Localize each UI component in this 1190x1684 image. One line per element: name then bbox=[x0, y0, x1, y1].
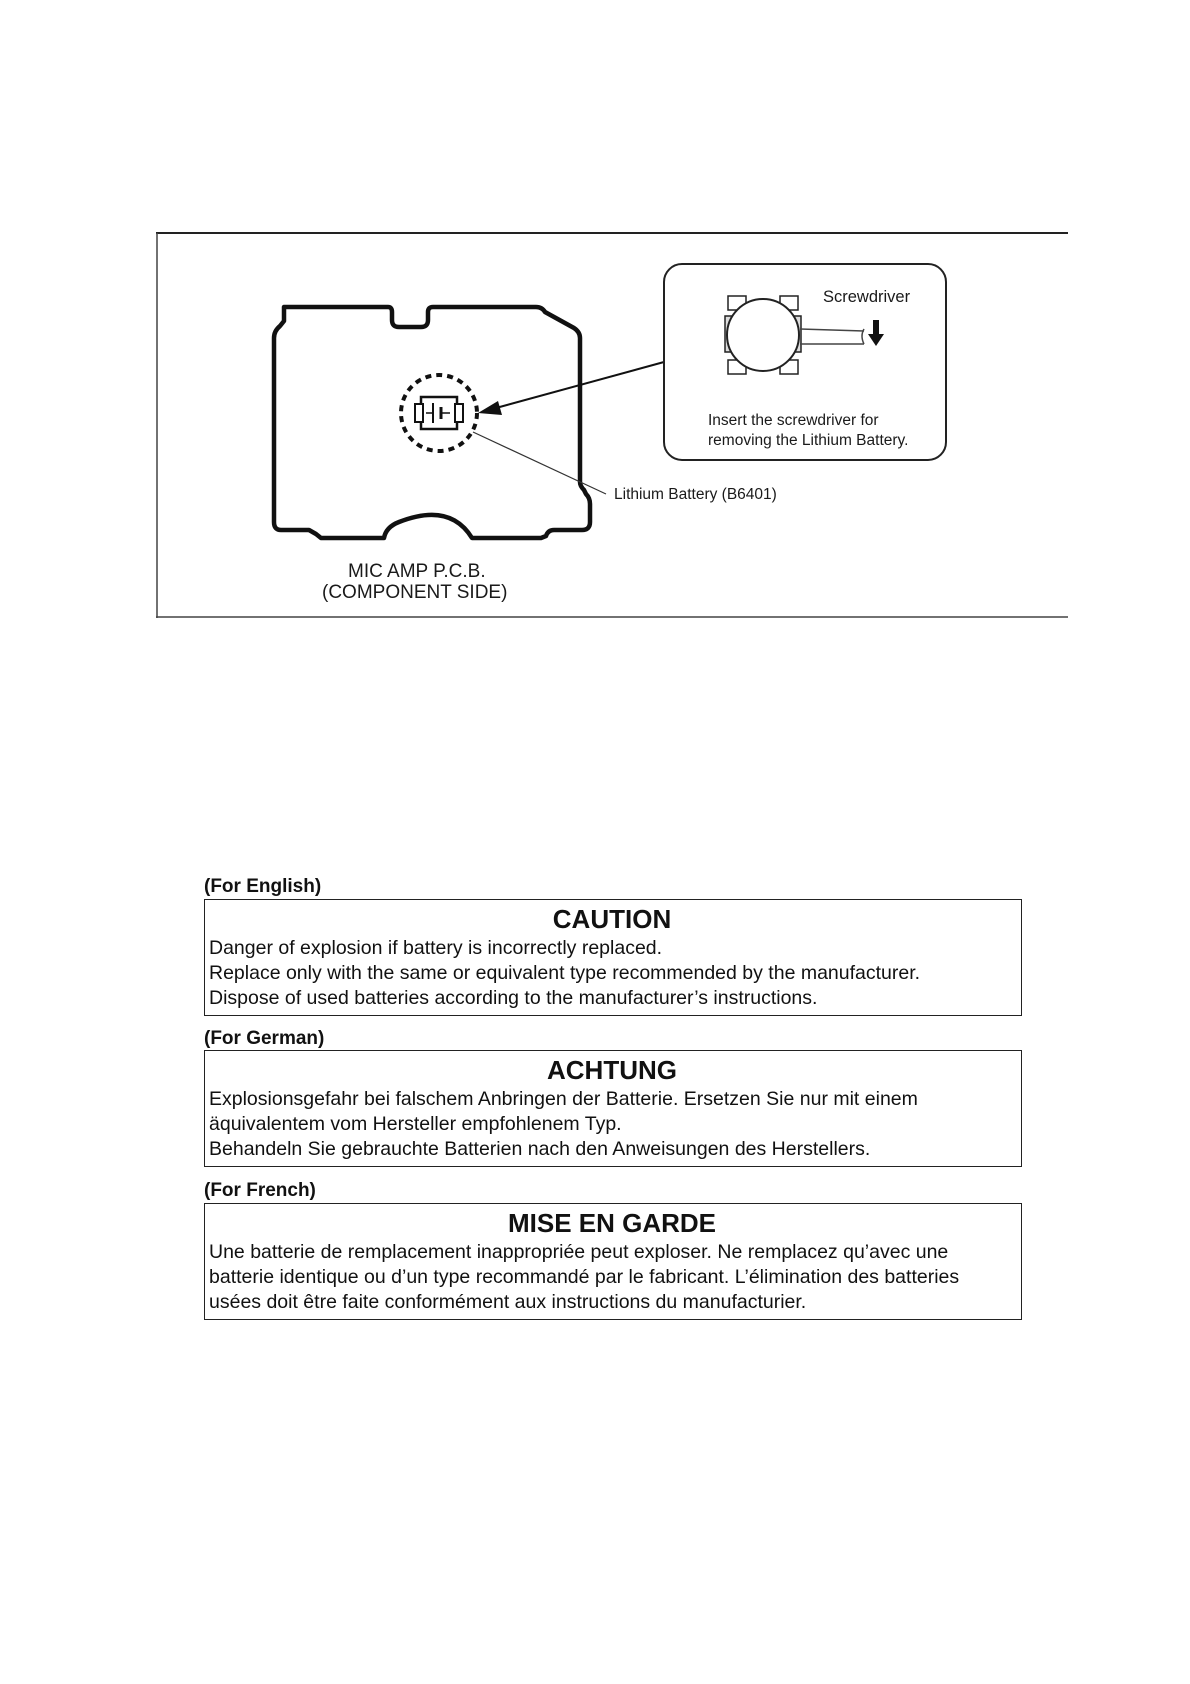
instruction-line-1: Insert the screwdriver for bbox=[708, 412, 879, 429]
english-caution-box bbox=[204, 899, 1022, 1016]
german-caution-line-2: äquivalentem vom Hersteller empfohlenem Typ. bbox=[209, 1113, 622, 1135]
battery-leader-line bbox=[473, 432, 606, 494]
french-caution-line-3: usées doit être faite conformément aux instructions du manufacturier. bbox=[209, 1291, 807, 1313]
battery-label: Lithium Battery (B6401) bbox=[614, 486, 777, 503]
english-caution-line-1: Danger of explosion if battery is incorrectly replaced. bbox=[209, 937, 663, 959]
battery-location-figure bbox=[156, 232, 1068, 618]
pcb-diagram bbox=[156, 232, 1068, 618]
battery-highlight-circle bbox=[401, 375, 477, 451]
german-caution-line-1: Explosionsgefahr bei falschem Anbringen der Batterie. Ersetzen Sie nur mit einem bbox=[209, 1088, 918, 1110]
pcb-title-line-1: MIC AMP P.C.B. bbox=[348, 561, 486, 582]
german-label: (For German) bbox=[204, 1028, 325, 1049]
german-caution-box bbox=[204, 1050, 1022, 1167]
english-label: (For English) bbox=[204, 876, 322, 897]
french-caution-line-1: Une batterie de remplacement inappropriée peut exploser. Ne remplacez qu’avec une bbox=[209, 1241, 949, 1263]
english-caution-line-2: Replace only with the same or equivalent type recommended by the manufacturer. bbox=[209, 962, 921, 984]
screwdriver-label: Screwdriver bbox=[823, 288, 911, 306]
german-caution-line-3: Behandeln Sie gebrauchte Batterien nach den Anweisungen des Herstellers. bbox=[209, 1138, 871, 1160]
french-caution-line-2: batterie identique ou d’un type recommandé par le fabricant. L’élimination des batteries bbox=[209, 1266, 960, 1288]
french-label: (For French) bbox=[204, 1180, 316, 1201]
german-caution-title: ACHTUNG bbox=[547, 1055, 677, 1085]
english-caution-line-3: Dispose of used batteries according to the manufacturer’s instructions. bbox=[209, 987, 818, 1009]
english-caution-title: CAUTION bbox=[552, 904, 672, 934]
french-caution-box bbox=[204, 1203, 1022, 1320]
french-caution-title: MISE EN GARDE bbox=[507, 1208, 717, 1238]
pcb-title-line-2: (COMPONENT SIDE) bbox=[322, 582, 508, 603]
instruction-line-2: removing the Lithium Battery. bbox=[708, 432, 909, 449]
